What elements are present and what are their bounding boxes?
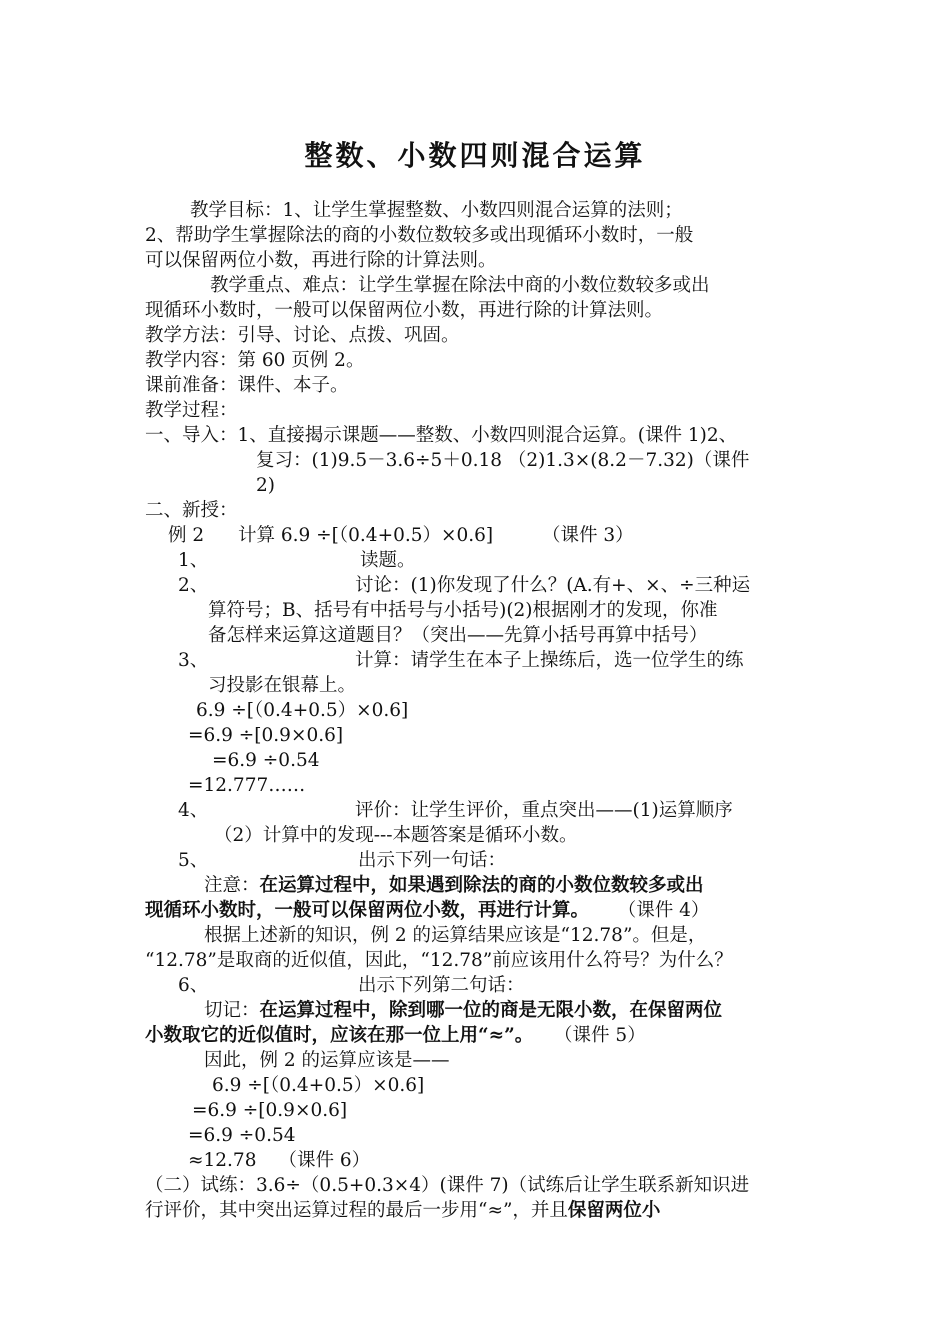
remember-label: 切记： xyxy=(204,1000,260,1021)
page-title: 整数、小数四则混合运算 xyxy=(304,139,646,172)
result-line-2: “12.78”是取商的近似值，因此，“12.78”前应该用什么符号？为什么？ xyxy=(145,950,733,971)
method-line: 教学方法：引导、讨论、点拨、巩固。 xyxy=(145,325,460,346)
final-calc-line-3: =6.9 ÷0.54 xyxy=(188,1125,296,1146)
objective-line-1: 教学目标：1、让学生掌握整数、小数四则混合运算的法则； xyxy=(190,200,683,221)
remember-courseware: （课件 5） xyxy=(563,1025,646,1046)
note-rule-2: 现循环小数时，一般可以保留两位小数，再进行计算。 xyxy=(145,900,590,921)
note-rule-1: 在运算过程中，如果遇到除法的商的小数位数较多或出 xyxy=(259,875,704,896)
step-4-text: 评价：让学生评价，重点突出——(1)运算顺序 xyxy=(355,800,733,821)
step-4-line-2: （2）计算中的发现---本题答案是循环小数。 xyxy=(214,825,578,846)
calc-line-1: 6.9 ÷[（0.4+0.5）×0.6] xyxy=(196,700,409,721)
note-line-1 xyxy=(204,874,704,898)
step-2-text: 讨论：(1)你发现了什么？(A.有+、×、÷三种运 xyxy=(355,575,751,596)
example-label: 例 2 xyxy=(168,525,205,546)
intro-line-2: 复习：(1)9.5－3.6÷5＋0.18 （2)1.3×(8.2－7.32)（课件 xyxy=(256,450,750,471)
remember-line-1 xyxy=(204,999,722,1023)
keypoint-line-1: 教学重点、难点：让学生掌握在除法中商的小数位数较多或出 xyxy=(210,275,710,296)
final-calc-line-2: =6.9 ÷[0.9×0.6] xyxy=(192,1100,348,1121)
remember-line-2 xyxy=(145,1024,646,1048)
step-2-number: 2、 xyxy=(178,575,209,596)
practice-text: 行评价，其中突出运算过程的最后一步用“≈”，并且 xyxy=(145,1200,568,1221)
practice-emphasis: 保留两位小 xyxy=(567,1200,661,1221)
note-line-2 xyxy=(145,899,709,923)
preparation-line: 课前准备：课件、本子。 xyxy=(145,375,349,396)
intro-line-3: 2) xyxy=(256,475,275,496)
final-calc-line-4 xyxy=(188,1149,370,1173)
step-1-text: 读题。 xyxy=(360,550,416,571)
step-4-number: 4、 xyxy=(178,800,209,821)
calc-line-2: =6.9 ÷[0.9×0.6] xyxy=(188,725,344,746)
step-5-text: 出示下列一句话： xyxy=(358,850,507,871)
note-label: 注意： xyxy=(204,875,260,896)
calc-line-4: =12.777…… xyxy=(188,775,306,796)
result-line-1: 根据上述新的知识，例 2 的运算结果应该是“12.78”。但是， xyxy=(204,925,707,946)
keypoint-line-2: 现循环小数时，一般可以保留两位小数，再进行除的计算法则。 xyxy=(145,300,664,321)
final-calc-line-1: 6.9 ÷[（0.4+0.5）×0.6] xyxy=(212,1075,425,1096)
remember-rule-2: 小数取它的近似值时，应该在那一位上用“≈”。 xyxy=(145,1025,534,1046)
practice-line-1: （二）试练：3.6÷（0.5+0.3×4）(课件 7)（试练后让学生联系新知识进 xyxy=(145,1175,750,1196)
step-2-line-2: 算符号；B、括号有中括号与小括号)(2)根据刚才的发现，你准 xyxy=(208,600,718,621)
final-courseware: （课件 6） xyxy=(278,1150,371,1171)
process-heading: 教学过程： xyxy=(145,400,238,421)
note-courseware: （课件 4） xyxy=(627,900,710,921)
step-1-number: 1、 xyxy=(178,550,209,571)
remember-rule-1: 在运算过程中，除到哪一位的商是无限小数，在保留两位 xyxy=(259,1000,723,1021)
intro-line-1: 一、导入：1、直接揭示课题——整数、小数四则混合运算。(课件 1)2、 xyxy=(145,425,738,446)
objective-line-3: 可以保留两位小数，再进行除的计算法则。 xyxy=(145,250,497,271)
calc-line-3: =6.9 ÷0.54 xyxy=(212,750,320,771)
step-3-line-2: 习投影在银幕上。 xyxy=(208,675,357,696)
step-6-number: 6、 xyxy=(178,975,209,996)
therefore-line: 因此，例 2 的运算应该是—— xyxy=(204,1050,450,1071)
objective-line-2: 2、帮助学生掌握除法的商的小数位数较多或出现循环小数时，一般 xyxy=(145,225,694,246)
step-3-number: 3、 xyxy=(178,650,209,671)
content-line: 教学内容：第 60 页例 2。 xyxy=(145,350,365,371)
example-courseware: （课件 3） xyxy=(542,525,634,546)
step-5-number: 5、 xyxy=(178,850,209,871)
new-teaching-heading: 二、新授： xyxy=(145,500,238,521)
step-3-text: 计算：请学生在本子上操练后，选一位学生的练 xyxy=(355,650,744,671)
practice-line-2 xyxy=(145,1199,660,1223)
final-result: ≈12.78 xyxy=(188,1150,257,1171)
step-2-line-3: 备怎样来运算这道题目？（突出——先算小括号再算中括号） xyxy=(208,625,708,646)
example-expression: 计算 6.9 ÷[（0.4+0.5）×0.6] xyxy=(238,525,494,546)
step-6-text: 出示下列第二句话： xyxy=(358,975,525,996)
